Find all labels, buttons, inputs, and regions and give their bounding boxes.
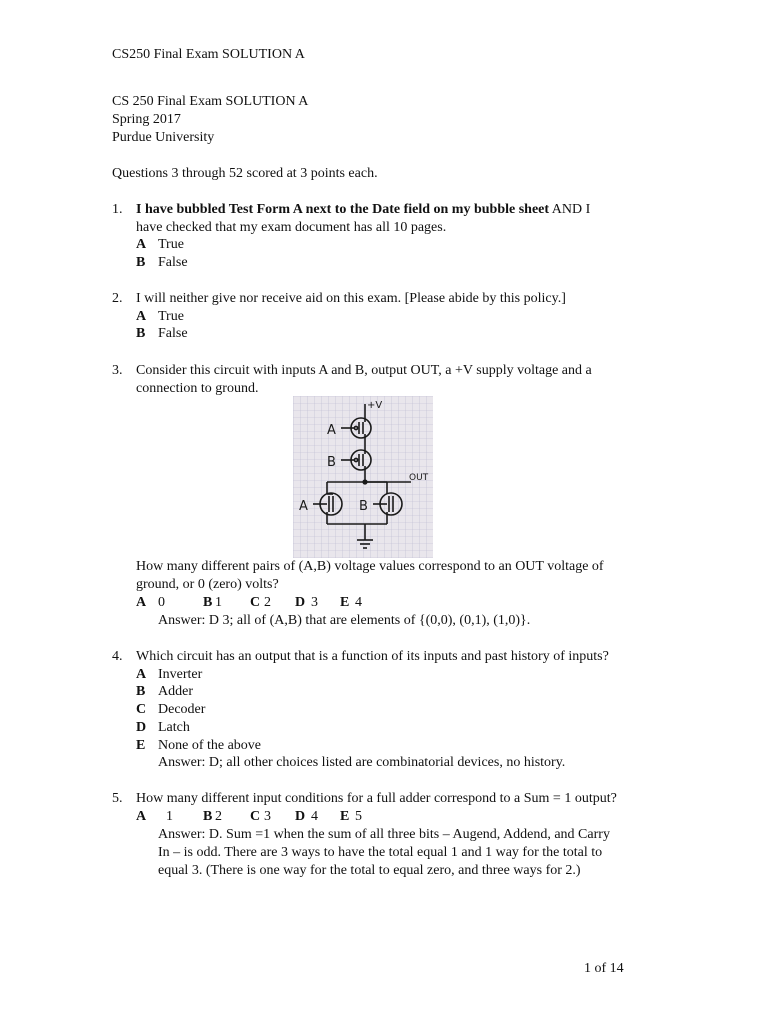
option-letter: B [136,684,146,699]
question-3-line-4: ground, or 0 (zero) volts? [136,577,279,592]
question-5-option-a-letter[interactable]: A [136,809,147,824]
option-letter: A [136,309,147,324]
question-4-answer: Answer: D; all other choices listed are combinatorial devices, no history. [158,755,566,770]
question-5-number: 5. [112,791,123,806]
question-3-option-d-letter[interactable]: D [295,595,306,610]
question-5-option-e-text[interactable]: 5 [355,809,362,824]
question-1-line-1 [136,201,590,219]
exam-title: CS 250 Final Exam SOLUTION A [112,94,309,109]
question-3-answer: Answer: D 3; all of (A,B) that are elements of {(0,0), (0,1), (1,0)}. [158,613,531,628]
question-5-option-d-letter[interactable]: D [295,809,306,824]
option-letter: E [136,738,146,753]
page-number: 1 of 14 [584,961,624,976]
label-b-top: B [327,455,336,470]
circuit-schematic [293,396,433,558]
scoring-note: Questions 3 through 52 scored at 3 points each. [112,166,378,181]
question-4-option-b[interactable] [136,683,193,701]
question-5-answer-line-2: In – is odd. There are 3 ways to have the total equal 1 and 1 way for the total to [158,845,603,860]
option-text: Adder [158,684,193,699]
question-1-bold: I have bubbled Test Form A next to the Date field on my bubble sheet [136,202,550,217]
question-5-answer-line-1: Answer: D. Sum =1 when the sum of all three bits – Augend, Addend, and Carry [158,827,610,842]
question-3-option-e-letter[interactable]: E [340,595,350,610]
question-5-option-b-text[interactable]: 2 [215,809,222,824]
question-4-option-d[interactable] [136,719,190,737]
option-letter: B [136,326,146,341]
question-3-line-3: How many different pairs of (A,B) voltage values correspond to an OUT voltage of [136,559,604,574]
question-5-option-c-text[interactable]: 3 [264,809,271,824]
label-supply: +V [367,400,383,411]
question-4-line-1: Which circuit has an output that is a function of its inputs and past history of inputs? [136,649,609,664]
option-text: Latch [158,720,190,735]
exam-school: Purdue University [112,130,215,145]
question-4-option-a[interactable] [136,666,202,684]
question-3-line-1: Consider this circuit with inputs A and B, output OUT, a +V supply voltage and a [136,363,592,378]
question-4-number: 4. [112,649,123,664]
option-letter: C [136,702,147,717]
question-5-option-d-text[interactable]: 4 [311,809,318,824]
question-3-options [136,594,362,612]
question-3-option-c-letter[interactable]: C [250,595,261,610]
question-5-answer-line-3: equal 3. (There is one way for the total to equal zero, and three ways for 2.) [158,863,581,878]
question-2-line-1: I will neither give nor receive aid on this exam. [Please abide by this policy.] [136,291,566,306]
question-3-option-d-text[interactable]: 3 [311,595,318,610]
exam-term: Spring 2017 [112,112,181,127]
question-3-option-b-letter[interactable]: B [203,595,213,610]
option-text: Inverter [158,667,203,682]
question-5-option-b-letter[interactable]: B [203,809,213,824]
question-3-option-e-text[interactable]: 4 [355,595,362,610]
question-1-option-b[interactable] [136,254,188,272]
question-2-option-b[interactable] [136,325,188,343]
option-letter: A [136,667,147,682]
question-5-line-1: How many different input conditions for a full adder correspond to a Sum = 1 output? [136,791,617,806]
question-1-line-2: have checked that my exam document has all 10 pages. [136,220,447,235]
option-text: False [158,326,188,341]
option-text: True [158,237,184,252]
option-letter: A [136,237,147,252]
question-5-option-a-text[interactable]: 1 [166,809,173,824]
question-1-option-a[interactable] [136,236,184,254]
question-3-option-c-text[interactable]: 2 [264,595,271,610]
question-3-option-a-text[interactable]: 0 [158,595,165,610]
label-out: OUT [409,473,429,483]
question-5-options [136,808,362,826]
option-text: False [158,255,188,270]
question-2-number: 2. [112,291,123,306]
question-4-option-e[interactable] [136,737,261,755]
label-b-bottom: B [359,499,368,514]
question-3-line-2: connection to ground. [136,381,259,396]
option-letter: D [136,720,147,735]
question-3-number: 3. [112,363,123,378]
option-text: True [158,309,184,324]
question-3-option-b-text[interactable]: 1 [215,595,222,610]
circuit-diagram [293,396,433,558]
running-header: CS250 Final Exam SOLUTION A [112,47,305,62]
question-1-number: 1. [112,202,123,217]
option-text: None of the above [158,738,262,753]
question-5-option-e-letter[interactable]: E [340,809,350,824]
question-3-option-a-letter[interactable]: A [136,595,147,610]
question-2-option-a[interactable] [136,308,184,326]
option-text: Decoder [158,702,206,717]
question-1-rest: AND I [549,202,591,217]
question-4-option-c[interactable] [136,701,205,719]
label-a-bottom: A [299,499,308,514]
label-a-top: A [327,423,336,438]
option-letter: B [136,255,146,270]
question-5-option-c-letter[interactable]: C [250,809,261,824]
